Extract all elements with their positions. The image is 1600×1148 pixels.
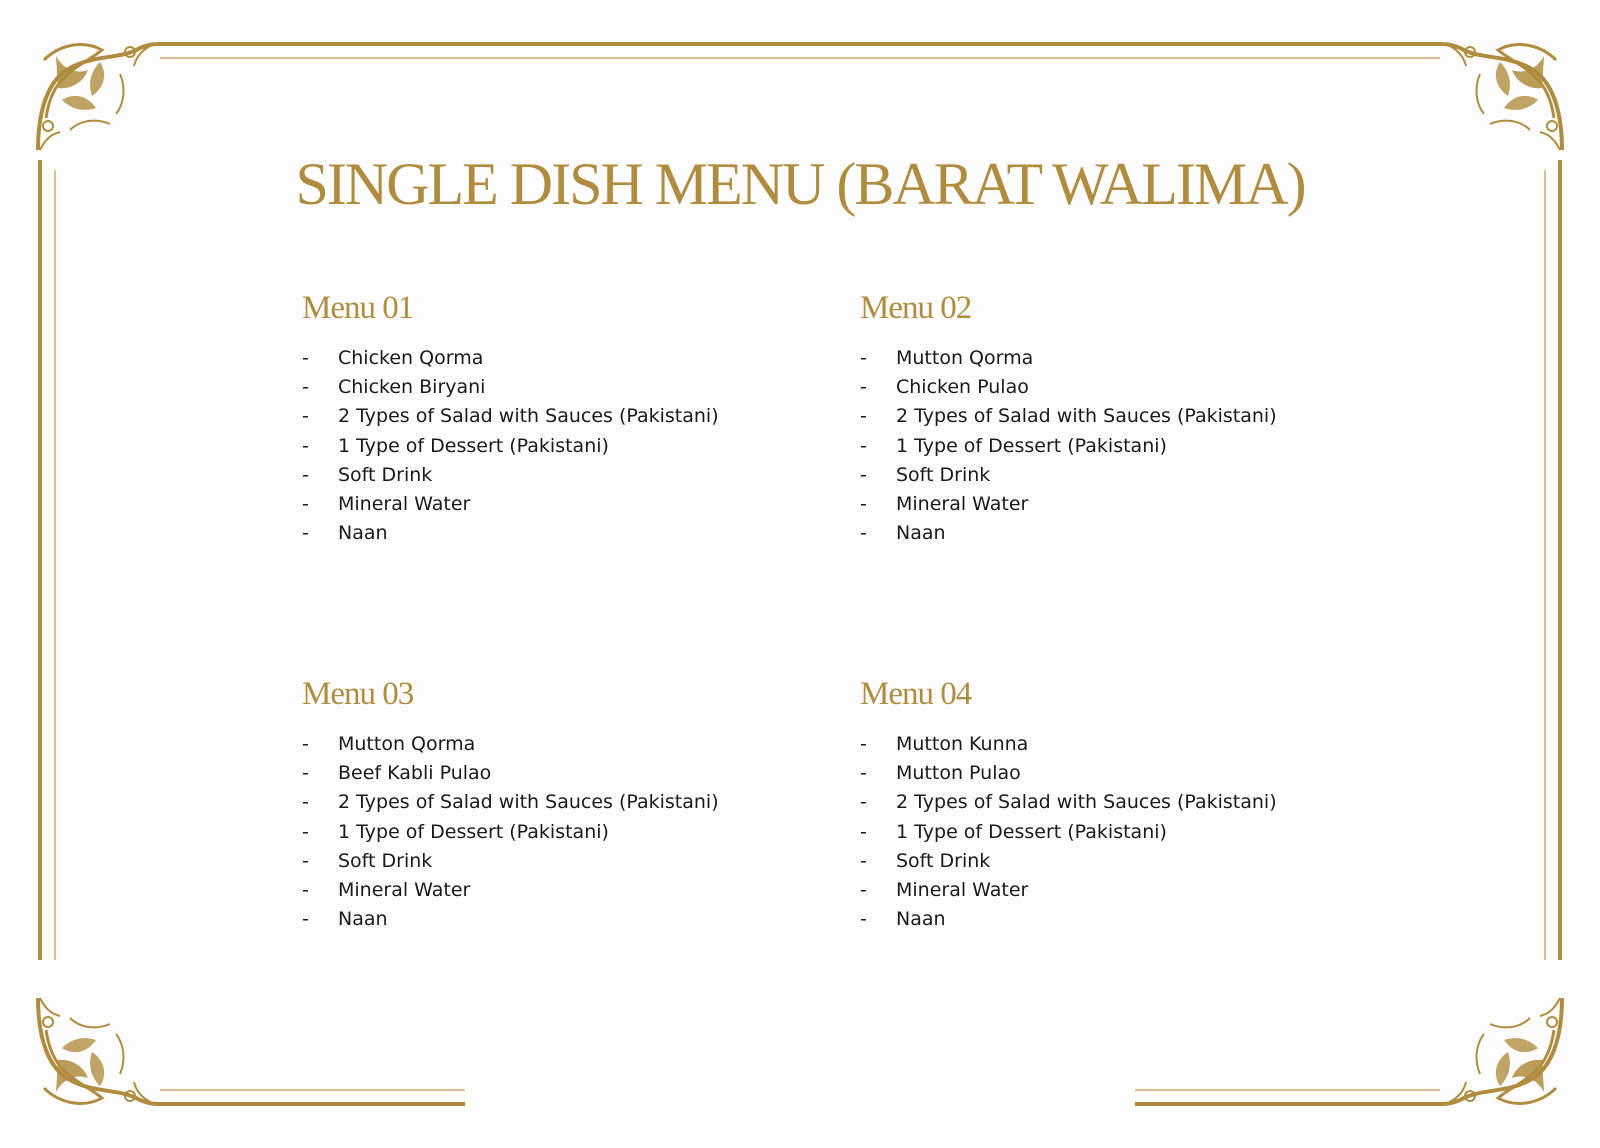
bullet-dash: - <box>302 522 309 545</box>
menu-item-label: Mutton Qorma <box>338 733 476 755</box>
list-item <box>860 759 1380 788</box>
list-item <box>302 461 822 490</box>
menu-item-label: 1 Type of Dessert (Pakistani) <box>896 820 1167 843</box>
list-item <box>302 519 822 548</box>
menu-item-label: Beef Kabli Pulao <box>338 762 492 785</box>
menu-item-list <box>860 344 1380 548</box>
page-title: SINGLE DISH MENU (BARAT WALIMA) <box>295 151 1305 217</box>
menu-item-label: Chicken Biryani <box>338 376 486 399</box>
menu-item-label: Mineral Water <box>338 492 471 515</box>
list-item <box>860 373 1380 402</box>
menu-card-03 <box>302 672 822 934</box>
corner-ornament-top-right-icon <box>1440 44 1562 150</box>
menu-item-label: 2 Types of Salad with Sauces (Pakistani) <box>338 791 719 814</box>
bullet-dash: - <box>302 791 309 814</box>
menu-item-label: Mineral Water <box>896 492 1029 515</box>
list-item <box>302 402 822 431</box>
list-item <box>302 373 822 402</box>
menu-item-label: Naan <box>896 522 946 545</box>
bullet-dash: - <box>302 878 309 901</box>
list-item <box>302 876 822 905</box>
bullet-dash: - <box>302 376 309 399</box>
list-item <box>302 905 822 934</box>
bullet-dash: - <box>860 820 867 843</box>
menu-heading: Menu 03 <box>302 676 414 712</box>
menu-item-label: 1 Type of Dessert (Pakistani) <box>338 820 609 843</box>
menu-item-label: Naan <box>338 522 388 545</box>
list-item <box>860 344 1380 373</box>
list-item <box>302 730 822 759</box>
bullet-dash: - <box>302 434 309 457</box>
menu-card-04 <box>860 672 1380 934</box>
menu-item-label: Soft Drink <box>338 463 433 486</box>
menu-item-label: Mutton Qorma <box>896 347 1034 369</box>
bullet-dash: - <box>860 908 867 931</box>
menu-heading: Menu 04 <box>860 676 972 712</box>
list-item <box>302 432 822 461</box>
bullet-dash: - <box>860 434 867 457</box>
list-item <box>860 905 1380 934</box>
bullet-dash: - <box>302 820 309 843</box>
corner-ornament-bottom-right-icon <box>1440 998 1562 1104</box>
menu-item-label: 1 Type of Dessert (Pakistani) <box>896 434 1167 457</box>
bullet-dash: - <box>302 849 309 872</box>
bullet-dash: - <box>860 405 867 428</box>
menu-item-label: Naan <box>896 908 946 931</box>
menu-item-list <box>302 344 822 548</box>
bullet-dash: - <box>302 463 309 486</box>
bullet-dash: - <box>302 492 309 515</box>
list-item <box>860 818 1380 847</box>
bullet-dash: - <box>860 347 867 369</box>
list-item <box>302 847 822 876</box>
menu-item-label: Mineral Water <box>896 878 1029 901</box>
list-item <box>860 730 1380 759</box>
list-item <box>302 759 822 788</box>
bullet-dash: - <box>860 849 867 872</box>
bullet-dash: - <box>860 492 867 515</box>
corner-ornament-bottom-left-icon <box>38 998 160 1104</box>
bullet-dash: - <box>302 347 309 369</box>
list-item <box>302 788 822 817</box>
bullet-dash: - <box>860 463 867 486</box>
bullet-dash: - <box>860 762 867 785</box>
menu-item-label: Soft Drink <box>338 849 433 872</box>
menu-item-label: 2 Types of Salad with Sauces (Pakistani) <box>338 405 719 428</box>
menu-item-label: Mutton Kunna <box>896 733 1029 755</box>
menu-item-label: Naan <box>338 908 388 931</box>
menu-heading: Menu 02 <box>860 290 972 326</box>
bullet-dash: - <box>860 791 867 814</box>
menu-item-list <box>860 730 1380 934</box>
menu-item-label: 1 Type of Dessert (Pakistani) <box>338 434 609 457</box>
bullet-dash: - <box>860 733 867 755</box>
bullet-dash: - <box>302 762 309 785</box>
list-item <box>860 461 1380 490</box>
bullet-dash: - <box>302 733 309 755</box>
list-item <box>860 402 1380 431</box>
bullet-dash: - <box>302 908 309 931</box>
list-item <box>302 490 822 519</box>
menu-heading: Menu 01 <box>302 290 414 326</box>
menu-item-label: Soft Drink <box>896 463 991 486</box>
bullet-dash: - <box>302 405 309 428</box>
menu-item-label: 2 Types of Salad with Sauces (Pakistani) <box>896 405 1277 428</box>
menu-card-01 <box>302 286 822 548</box>
menu-item-list <box>302 730 822 934</box>
menu-item-label: Mutton Pulao <box>896 762 1021 785</box>
menu-card-02 <box>860 286 1380 548</box>
list-item <box>860 847 1380 876</box>
menu-item-label: 2 Types of Salad with Sauces (Pakistani) <box>896 791 1277 814</box>
bullet-dash: - <box>860 522 867 545</box>
list-item <box>860 432 1380 461</box>
menu-item-label: Soft Drink <box>896 849 991 872</box>
list-item <box>860 519 1380 548</box>
list-item <box>860 788 1380 817</box>
list-item <box>302 344 822 373</box>
bullet-dash: - <box>860 376 867 399</box>
menu-item-label: Mineral Water <box>338 878 471 901</box>
bullet-dash: - <box>860 878 867 901</box>
list-item <box>860 876 1380 905</box>
list-item <box>302 818 822 847</box>
menu-item-label: Chicken Pulao <box>896 376 1029 399</box>
list-item <box>860 490 1380 519</box>
corner-ornament-top-left-icon <box>38 44 160 150</box>
menu-item-label: Chicken Qorma <box>338 347 484 369</box>
